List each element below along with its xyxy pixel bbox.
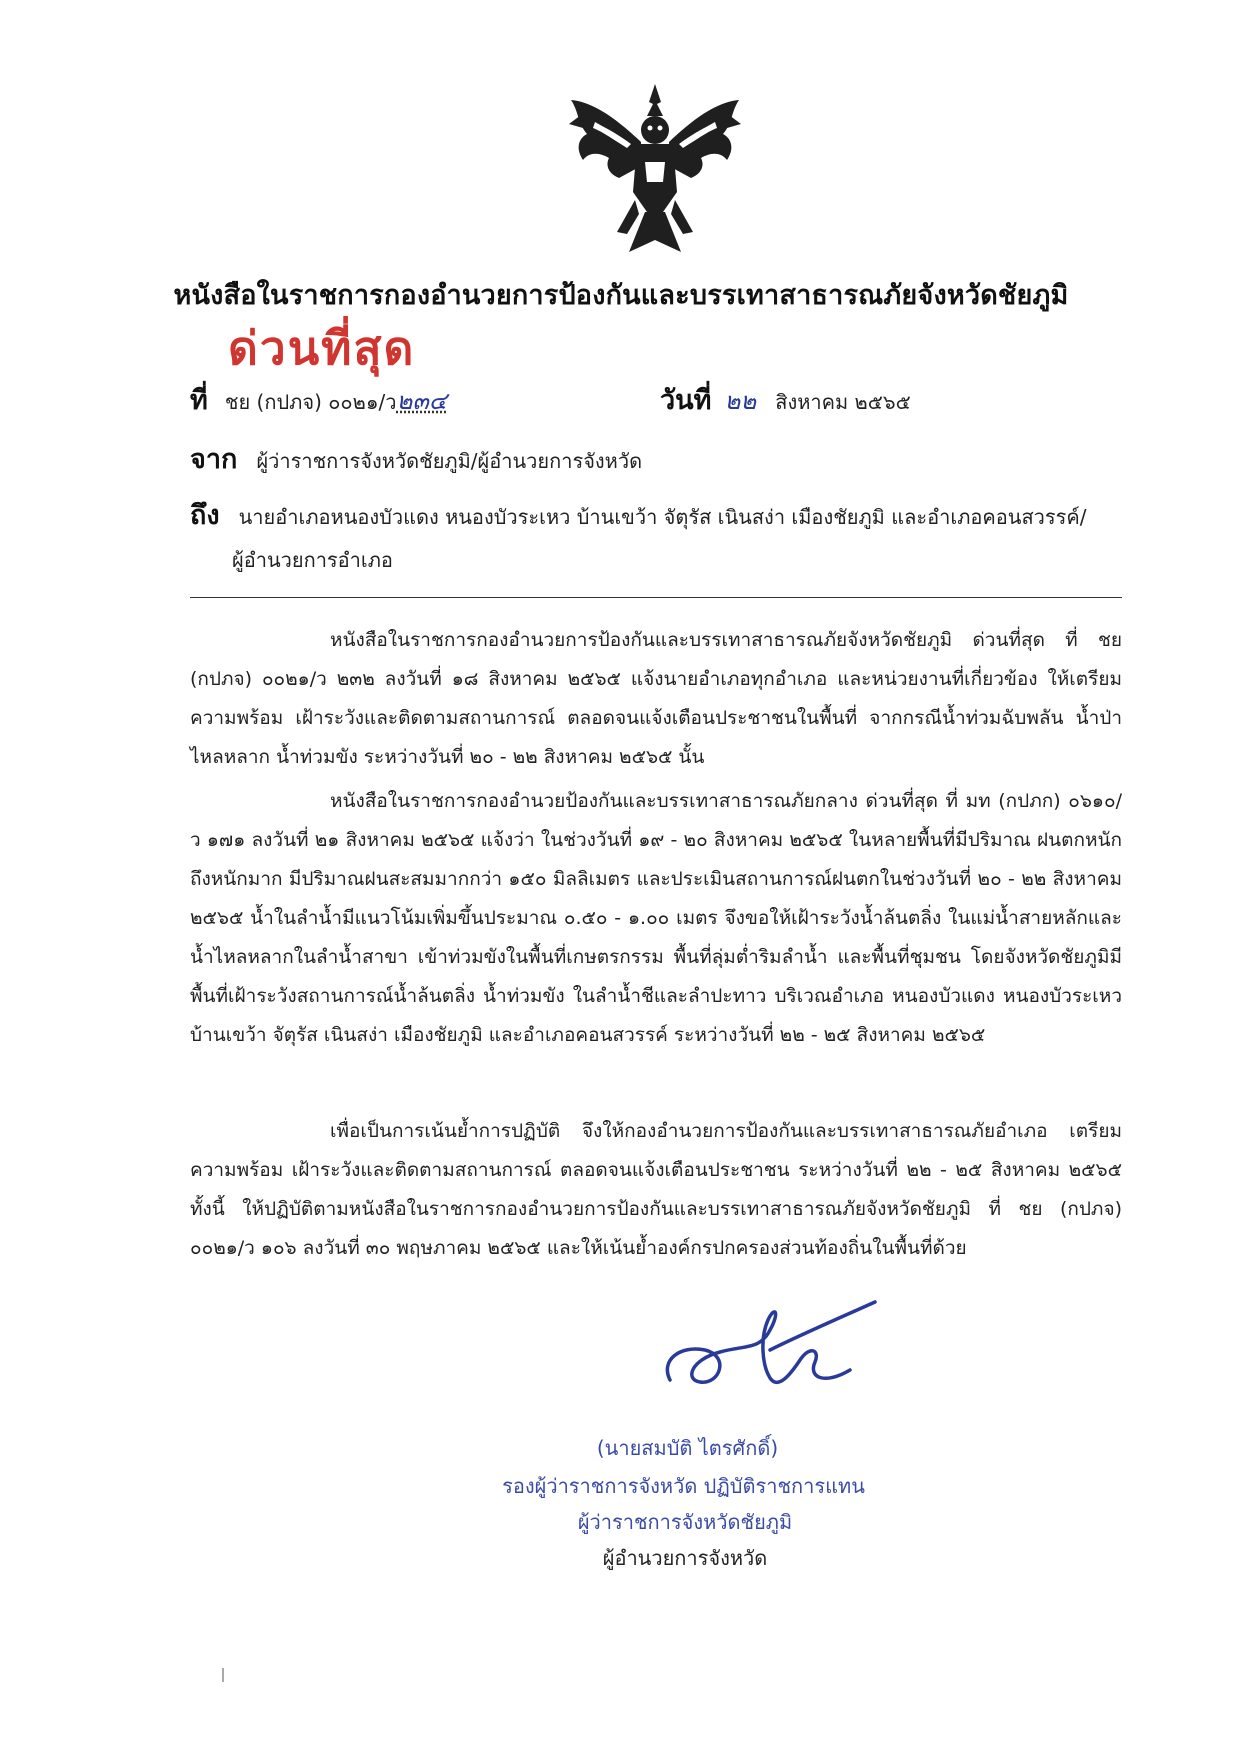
signatory-position-3: ผู้อำนวยการจังหวัด — [602, 1546, 768, 1570]
to-row — [190, 493, 1087, 536]
from-value: ผู้ว่าราชการจังหวัดชัยภูมิ/ผู้อำนวยการจังหวัด — [256, 449, 643, 473]
urgency-stamp: ด่วนที่สุด — [228, 321, 416, 375]
header-divider — [190, 597, 1122, 598]
number-value: ชย (กปภจ) ๐๐๒๑/ว — [224, 390, 397, 414]
paragraph-1-text: หนังสือในราชการกองอำนวยการป้องกันและบรรเทาสาธารณภัยจังหวัดชัยภูมิ ด่วนที่สุด ที่ ชย (กปภจ) ๐๐๒๑/ว ๒๓๒ ลงวันที่ ๑๘ สิงหาคม ๒๕๖๕ แจ้งนายอำเภอทุกอำเภอ และหน่วยงานที่เกี่ยวข้อง ให้เตรียมความพร้อม เฝ้าระวังและติดตามสถานการณ์ ตลอดจนแจ้งเตือนประชาชนในพื้นที่ จากกรณีน้ำท่วมฉับพลัน น้ำป่าไหลหลาก น้ำท่วมขัง ระหว่างวันที่ ๒๐ - ๒๒ สิงหาคม ๒๕๖๕ นั้น — [190, 629, 1122, 768]
margin-mark — [222, 1668, 224, 1682]
date-rest: สิงหาคม ๒๕๖๕ — [775, 390, 911, 414]
body-paragraph-2 — [190, 782, 1122, 1055]
signatory-position-1: รองผู้ว่าราชการจังหวัด ปฏิบัติราชการแทน — [502, 1474, 865, 1498]
signatory-position-2: ผู้ว่าราชการจังหวัดชัยภูมิ — [577, 1510, 793, 1534]
document-date-row — [660, 378, 911, 421]
paragraph-3-text: เพื่อเป็นการเน้นย้ำการปฏิบัติ จึงให้กองอำนวยการป้องกันและบรรเทาสาธารณภัยอำเภอ เตรียมความพร้อม เฝ้าระวังและติดตามสถานการณ์ ตลอดจนแจ้งเตือนประชาชน ระหว่างวันที่ ๒๒ - ๒๕ สิงหาคม ๒๕๖๕ ทั้งนี้ ให้ปฏิบัติตามหนังสือในราชการกองอำนวยการป้องกันและบรรเทาสาธารณภัยจังหวัดชัยภูมิ ที่ ชย (กปภจ) ๐๐๒๑/ว ๑๐๖ ลงวันที่ ๓๐ พฤษภาคม ๒๕๖๕ และให้เน้นย้ำองค์กรปกครองส่วนท้องถิ่นในพื้นที่ด้วย — [190, 1120, 1122, 1259]
to-label: ถึง — [190, 500, 220, 531]
body-paragraph-3 — [190, 1112, 1122, 1268]
to-value-line2: ผู้อำนวยการอำเภอ — [232, 548, 393, 572]
number-label: ที่ — [190, 385, 208, 416]
to-value-line1: นายอำเภอหนองบัวแดง หนองบัวระเหว บ้านเขว้า จัตุรัส เนินสง่า เมืองชัยภูมิ และอำเภอคอนสวรรค์/ — [238, 505, 1087, 529]
handwritten-signature — [650, 1290, 880, 1405]
paragraph-2-text: หนังสือในราชการกองอำนวยป้องกันและบรรเทาสาธารณภัยกลาง ด่วนที่สุด ที่ มท (กปภก) ๐๖๑๐/ว ๑๗๑ ลงวันที่ ๒๑ สิงหาคม ๒๕๖๕ แจ้งว่า ในช่วงวันที่ ๑๙ - ๒๐ สิงหาคม ๒๕๖๕ ในหลายพื้นที่มีปริมาณ ฝนตกหนักถึงหนักมาก มีปริมาณฝนสะสมมากกว่า ๑๕๐ มิลลิเมตร และประเมินสถานการณ์ฝนตกในช่วงวันที่ ๒๐ - ๒๒ สิงหาคม ๒๕๖๕ น้ำในลำน้ำมีแนวโน้มเพิ่มขึ้นประมาณ ๐.๕๐ - ๑.๐๐ เมตร จึงขอให้เฝ้าระวังน้ำล้นตลิ่ง ในแม่น้ำสายหลักและน้ำไหลหลากในลำน้ำสาขา เข้าท่วมขังในพื้นที่เกษตรกรรม พื้นที่ลุ่มต่ำริมลำน้ำ และพื้นที่ชุมชน โดยจังหวัดชัยภูมิมีพื้นที่เฝ้าระวังสถานการณ์น้ำล้นตลิ่ง น้ำท่วมขัง ในลำน้ำชีและลำปะทาว บริเวณอำเภอ หนองบัวแดง หนองบัวระเหว บ้านเขว้า จัตุรัส เนินสง่า เมืองชัยภูมิ และอำเภอคอนสวรรค์ ระหว่างวันที่ ๒๒ - ๒๕ สิงหาคม ๒๕๖๕ — [190, 790, 1122, 1046]
from-label: จาก — [190, 444, 238, 475]
document-title: หนังสือในราชการกองอำนวยการป้องกันและบรรเทาสาธารณภัยจังหวัดชัยภูมิ — [173, 280, 1069, 311]
document-number-row — [190, 378, 447, 421]
number-handwritten: ๒๓๔ — [396, 387, 447, 415]
date-day-handwritten: ๒๒ — [724, 387, 757, 415]
from-row — [190, 437, 642, 480]
body-paragraph-1 — [190, 621, 1122, 777]
signatory-name: (นายสมบัติ ไตรศักดิ์) — [596, 1436, 779, 1460]
garuda-emblem-icon — [565, 82, 745, 257]
date-label: วันที่ — [660, 385, 712, 416]
